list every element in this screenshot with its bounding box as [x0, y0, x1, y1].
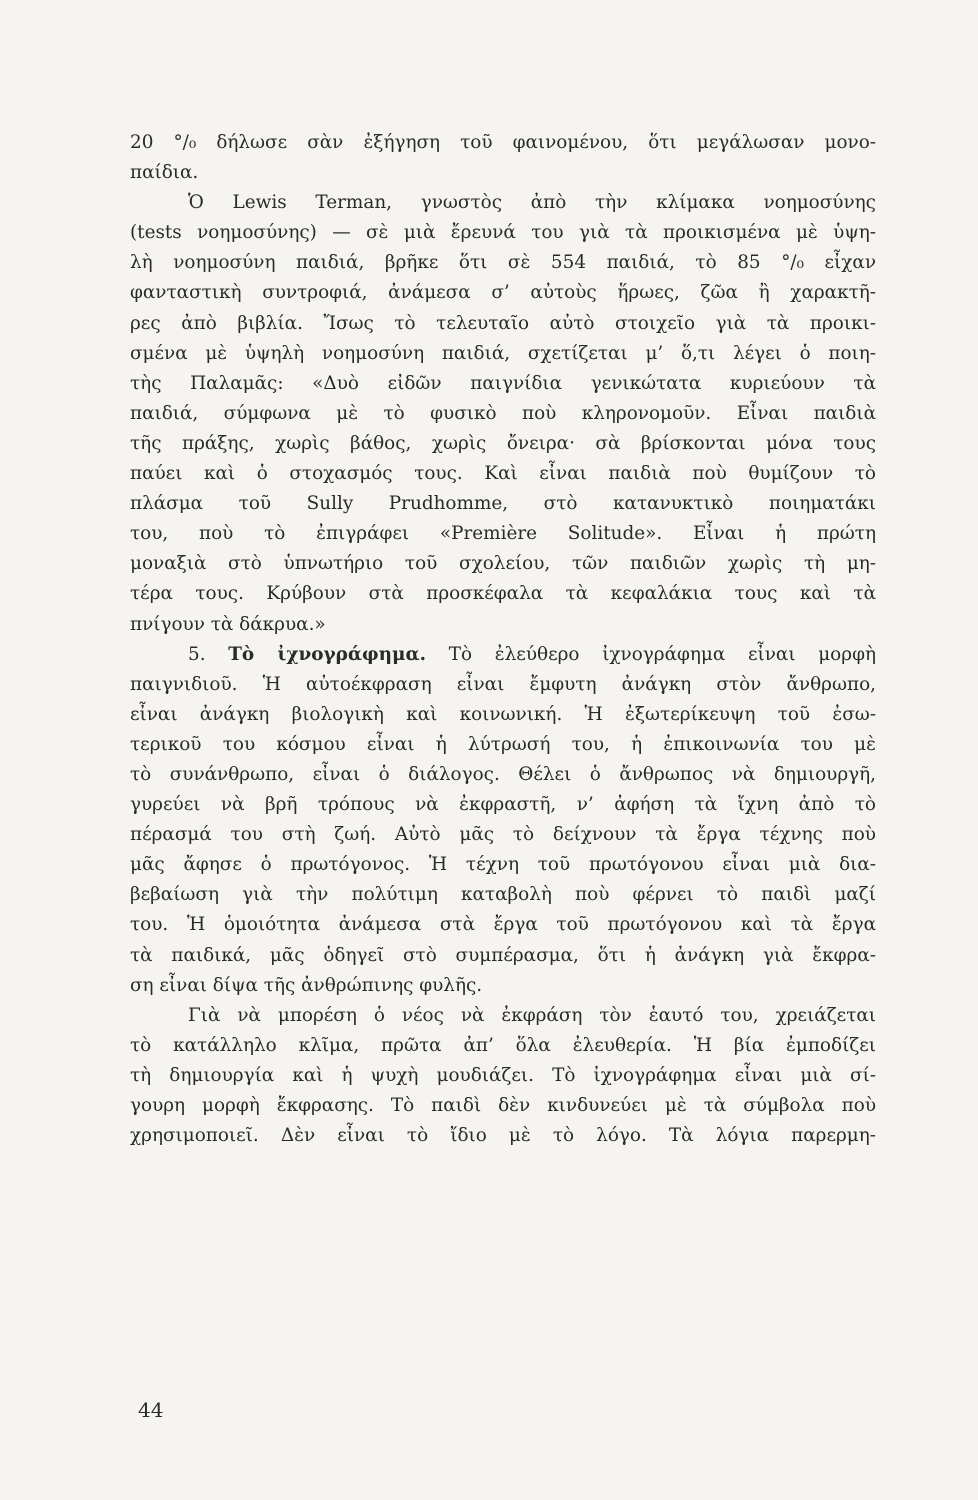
- text-line: παιγνιδιοῦ. Ἡ αὐτοέκφραση εἶναι ἔμφυτη ἀνάγκη στὸν ἄνθρωπο,: [130, 673, 876, 695]
- page-number: 44: [138, 1398, 164, 1422]
- section-first-line: Τὸ ἐλεύθερο ἰχνογράφημα εἶναι μορφὴ: [448, 643, 876, 665]
- text-line: τὰ παιδικά, μᾶς ὁδηγεῖ στὸ συμπέρασμα, ὅτι ἡ ἀνάγκη γιὰ ἔκφρα-: [130, 944, 876, 966]
- text-line: παίδια.: [130, 162, 199, 184]
- text-line: παύει καὶ ὁ στοχασμός τους. Καὶ εἶναι παιδιὰ ποὺ θυμίζουν τὸ: [130, 463, 876, 485]
- text-line: μᾶς ἄφησε ὁ πρωτόγονος. Ἡ τέχνη τοῦ πρωτόγονου εἶναι μιὰ δια-: [130, 854, 876, 876]
- text-line: γυρεύει νὰ βρῆ τρόπους νὰ ἐκφραστῆ, ν’ ἀφήση τὰ ἴχνη ἀπὸ τὸ: [130, 794, 876, 816]
- text-line: τέρα τους. Κρύβουν στὰ προσκέφαλα τὰ κεφαλάκια τους καὶ τὰ: [130, 583, 876, 605]
- text-line: σμένα μὲ ὑψηλὴ νοημοσύνη παιδιά, σχετίζεται μ’ ὅ,τι λέγει ὁ ποιη-: [130, 342, 876, 364]
- text-line: τὸ κατάλληλο κλῖμα, πρῶτα ἀπ’ ὅλα ἐλευθερία. Ἡ βία ἐμποδίζει: [130, 1034, 876, 1056]
- text-line: εἶναι ἀνάγκη βιολογικὴ καὶ κοινωνική. Ἡ ἐξωτερίκευψη τοῦ ἐσω-: [130, 703, 876, 725]
- text-line: τῆς πράξης, χωρὶς βάθος, χωρὶς ὄνειρα· σὰ βρίσκονται μόνα τους: [130, 432, 876, 454]
- text-line: (tests νοημοσύνης) — σὲ μιὰ ἔρευνά του γιὰ τὰ προικισμένα μὲ ὑψη-: [130, 222, 876, 244]
- text-line: Γιὰ νὰ μπορέση ὁ νέος νὰ ἐκφράση τὸν ἑαυτό του, χρειάζεται: [188, 1004, 876, 1026]
- text-line: Ὁ Lewis Terman, γνωστὸς ἀπὸ τὴν κλίμακα νοημοσύνης: [188, 192, 876, 214]
- body-text: [130, 128, 876, 1151]
- text-line: πνίγουν τὰ δάκρυα.»: [130, 613, 326, 635]
- text-line: ση εἶναι δίψα τῆς ἀνθρώπινης φυλῆς.: [130, 974, 483, 996]
- text-line: τὴ δημιουργία καὶ ἡ ψυχὴ μουδιάζει. Τὸ ἰχνογράφημα εἶναι μιὰ σί-: [130, 1064, 876, 1086]
- text-line: του. Ἡ ὁμοιότητα ἀνάμεσα στὰ ἔργα τοῦ πρωτόγονου καὶ τὰ ἔργα: [130, 914, 876, 936]
- text-line: βεβαίωση γιὰ τὴν πολύτιμη καταβολὴ ποὺ φέρνει τὸ παιδὶ μαζί: [130, 884, 876, 906]
- section-heading-line: [130, 640, 876, 670]
- text-line: φανταστικὴ συντροφιά, ἀνάμεσα σ’ αὐτοὺς ἥρωες, ζῶα ἢ χαρακτῆ-: [130, 282, 876, 304]
- text-line: του, ποὺ τὸ ἐπιγράφει «Première Solitude». Εἶναι ἡ πρώτη: [130, 523, 876, 545]
- section-number: 5.: [188, 643, 206, 665]
- text-line: πλάσμα τοῦ Sully Prudhomme, στὸ κατανυκτικὸ ποιηματάκι: [130, 493, 876, 515]
- section-title: Τὸ ἰχνογράφημα.: [228, 643, 427, 665]
- text-line: χρησιμοποιεῖ. Δὲν εἶναι τὸ ἴδιο μὲ τὸ λόγο. Τὰ λόγια παρερμη-: [130, 1125, 876, 1147]
- text-line: πέρασμά του στὴ ζωή. Αὐτὸ μᾶς τὸ δείχνουν τὰ ἔργα τέχνης ποὺ: [130, 824, 876, 846]
- text-line: τερικοῦ του κόσμου εἶναι ἡ λύτρωσή του, ἡ ἐπικοινωνία του μὲ: [130, 733, 876, 755]
- text-line: τὸ συνάνθρωπο, εἶναι ὁ διάλογος. Θέλει ὁ ἄνθρωπος νὰ δημιουργῆ,: [130, 763, 876, 785]
- text-line: ρες ἀπὸ βιβλία. Ἴσως τὸ τελευταῖο αὐτὸ στοιχεῖο γιὰ τὰ προικι-: [130, 312, 876, 334]
- text-line: τὴς Παλαμᾶς: «Δυὸ εἰδῶν παιγνίδια γενικώτατα κυριεύουν τὰ: [130, 372, 876, 394]
- text-line: λὴ νοημοσύνη παιδιά, βρῆκε ὅτι σὲ 554 παιδιά, τὸ 85 °/₀ εἶχαν: [130, 252, 876, 274]
- text-line: 20 °/₀ δήλωσε σὰν ἐξήγηση τοῦ φαινομένου, ὅτι μεγάλωσαν μονο-: [130, 132, 876, 153]
- text-line: μοναξιὰ στὸ ὑπνωτήριο τοῦ σχολείου, τῶν παιδιῶν χωρὶς τὴ μη-: [130, 553, 876, 575]
- text-line: παιδιά, σύμφωνα μὲ τὸ φυσικὸ ποὺ κληρονομοῦν. Εἶναι παιδιὰ: [130, 402, 876, 424]
- text-line: γουρη μορφὴ ἔκφρασης. Τὸ παιδὶ δὲν κινδυνεύει μὲ τὰ σύμβολα ποὺ: [130, 1095, 876, 1116]
